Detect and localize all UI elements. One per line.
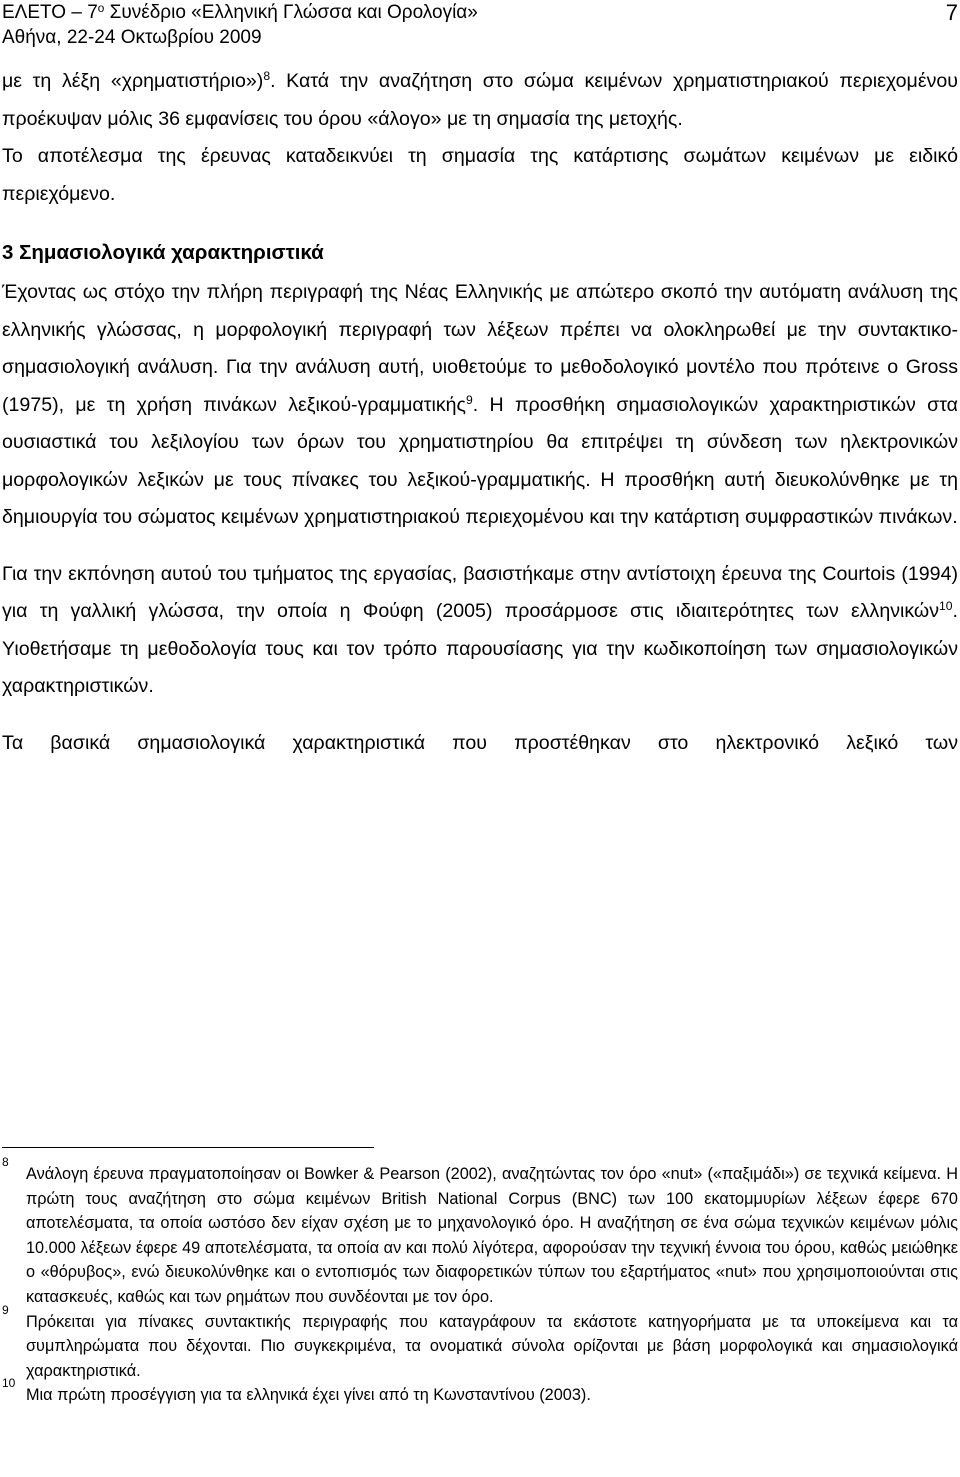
paragraph-4-text-b: . Υιοθετήσαμε τη μεθοδολογία τους και τον τρόπο παρουσίασης για την κωδικοποίηση των σημασιολογικών χαρακτηριστικών.	[2, 600, 958, 697]
footnote-text: Πρόκειται για πίνακες συντακτικής περιγραφής που καταγράφουν τα εκάστοτε κατηγορήματα με τα υποκείμενα και τα συμπληρώματα που δέχονται. Πιο συγκεκριμένα, τα ονοματικά σύνολα ορίζονται με βάση μορφολογικά και σημασιολογικά χαρακτηριστικά.	[26, 1312, 958, 1380]
footnote-text: Μια πρώτη προσέγγιση για τα ελληνικά έχει γίνει από τη Κωνσταντίνου (2003).	[26, 1386, 591, 1405]
paragraph-1-text-b: . Κατά την αναζήτηση στο σώμα κειμένων χρηματιστηριακού περιεχομένου προέκυψαν μόλις 36 εμφανίσεις του όρου «άλογο» με τη σημασία της μετοχής.	[2, 70, 958, 130]
footnote-10	[2, 1376, 958, 1408]
conference-prefix: ΕΛΕΤΟ – 7	[2, 2, 98, 23]
section-heading: 3 Σημασιολογικά χαρακτηριστικά	[2, 241, 324, 264]
footnote-number: 9	[2, 1302, 9, 1317]
footnote-ref-9[interactable]: 9	[465, 392, 473, 407]
conference-suffix: Συνέδριο «Ελληνική Γλώσσα και Ορολογία»	[104, 2, 478, 23]
paragraph-3-text-b: . Η προσθήκη σημασιολογικών χαρακτηριστικών στα ουσιαστικά του λεξιλογίου των όρων του χρηματιστηρίου θα επιτρέψει τη σύνδεση των ηλεκτρονικών μορφολογικών λεξικών με τους πίνακες του λεξικού-γραμματικής. Η προσθήκη αυτή διευκολύνθηκε με τη δημιουργία του σώματος κειμένων χρηματιστηριακού περιεχομένου και την κατάρτιση συμφραστικών πινάκων.	[2, 393, 958, 528]
paragraph-3	[2, 274, 958, 537]
conference-location-date: Αθήνα, 22-24 Οκτωβρίου 2009	[2, 27, 262, 48]
footnote-number: 10	[2, 1376, 16, 1391]
footnote-9	[2, 1302, 958, 1384]
paragraph-5: Τα βασικά σημασιολογικά χαρακτηριστικά που προστέθηκαν στο ηλεκτρονικό λεξικό των	[2, 731, 958, 754]
ordinal-superscript: ο	[97, 1, 105, 15]
main-text	[2, 63, 958, 762]
running-header	[2, 0, 958, 50]
page-number: 7	[945, 0, 958, 25]
footnote-text: Ανάλογη έρευνα πραγματοποίησαν οι Bowker & Pearson (2002), αναζητώντας τον όρο «nut» («παξιμάδι») σε τεχνικά κείμενα. Η πρώτη τους αναζήτηση στο σώμα κειμένων British National Corpus (BNC) των 100 εκατομμυρίων λέξεων έφερε 670 αποτελέσματα, τα οποία ωστόσο δεν είχαν σχέση με το μηχανολογικό όρο. Η αναζήτηση σε ένα σώμα τεχνικών κειμένων μόλις 10.000 λέξεων έφερε 49 αποτελέσματα, τα οποία αν και πολύ λίγότερα, αφορούσαν την τεχνική έννοια του όρου, καθώς μειώθηκε ο «θόρυβος», ενώ διευκολύνθηκε και ο εντοπισμός των διαφορετικών τύπων του εξαρτήματος «nut» που χρησιμοποιούνται στις κατασκευές, καθώς και των ρημάτων που συνδέονται με τον όρο.	[26, 1165, 958, 1306]
paragraph-3-text-a: Έχοντας ως στόχο την πλήρη περιγραφή της Νέας Ελληνικής με απώτερο σκοπό την αυτόματη ανάλυση της ελληνικής γλώσσας, η μορφολογική περιγραφή των λέξεων πρέπει να ολοκληρωθεί με την συντακτικο-σημασιολογική ανάλυση. Για την ανάλυση αυτή, υιοθετούμε το μεθοδολογικό μοντέλο που πρότεινε ο Gross (1975), με τη χρήση πινάκων λεξικού-γραμματικής	[2, 281, 958, 416]
paragraph-1-text-a: με τη λέξη «χρηματιστήριο»)	[2, 70, 264, 92]
paragraph-4-text-a: Για την εκπόνηση αυτού του τμήματος της εργασίας, βασιστήκαμε στην αντίστοιχη έρευνα της Courtois (1994) για τη γαλλική γλώσσα, την οποία η Φούφη (2005) προσάρμοσε στις ιδιαιτερότητες των ελληνικών	[2, 562, 958, 622]
footnote-ref-10[interactable]: 10	[939, 599, 953, 614]
paragraph-4	[2, 556, 958, 706]
paragraph-2: Το αποτέλεσμα της έρευνας καταδεικνύει τη σημασία της κατάρτισης σωμάτων κειμένων με ειδικό περιεχόμενο.	[2, 145, 958, 205]
footnotes	[2, 1155, 958, 1408]
paragraph-1	[2, 63, 958, 138]
footnote-separator	[2, 1147, 374, 1148]
footnote-8	[2, 1155, 958, 1310]
footnote-ref-8[interactable]: 8	[263, 69, 271, 84]
footnote-number: 8	[2, 1155, 9, 1169]
conference-title	[2, 0, 958, 25]
